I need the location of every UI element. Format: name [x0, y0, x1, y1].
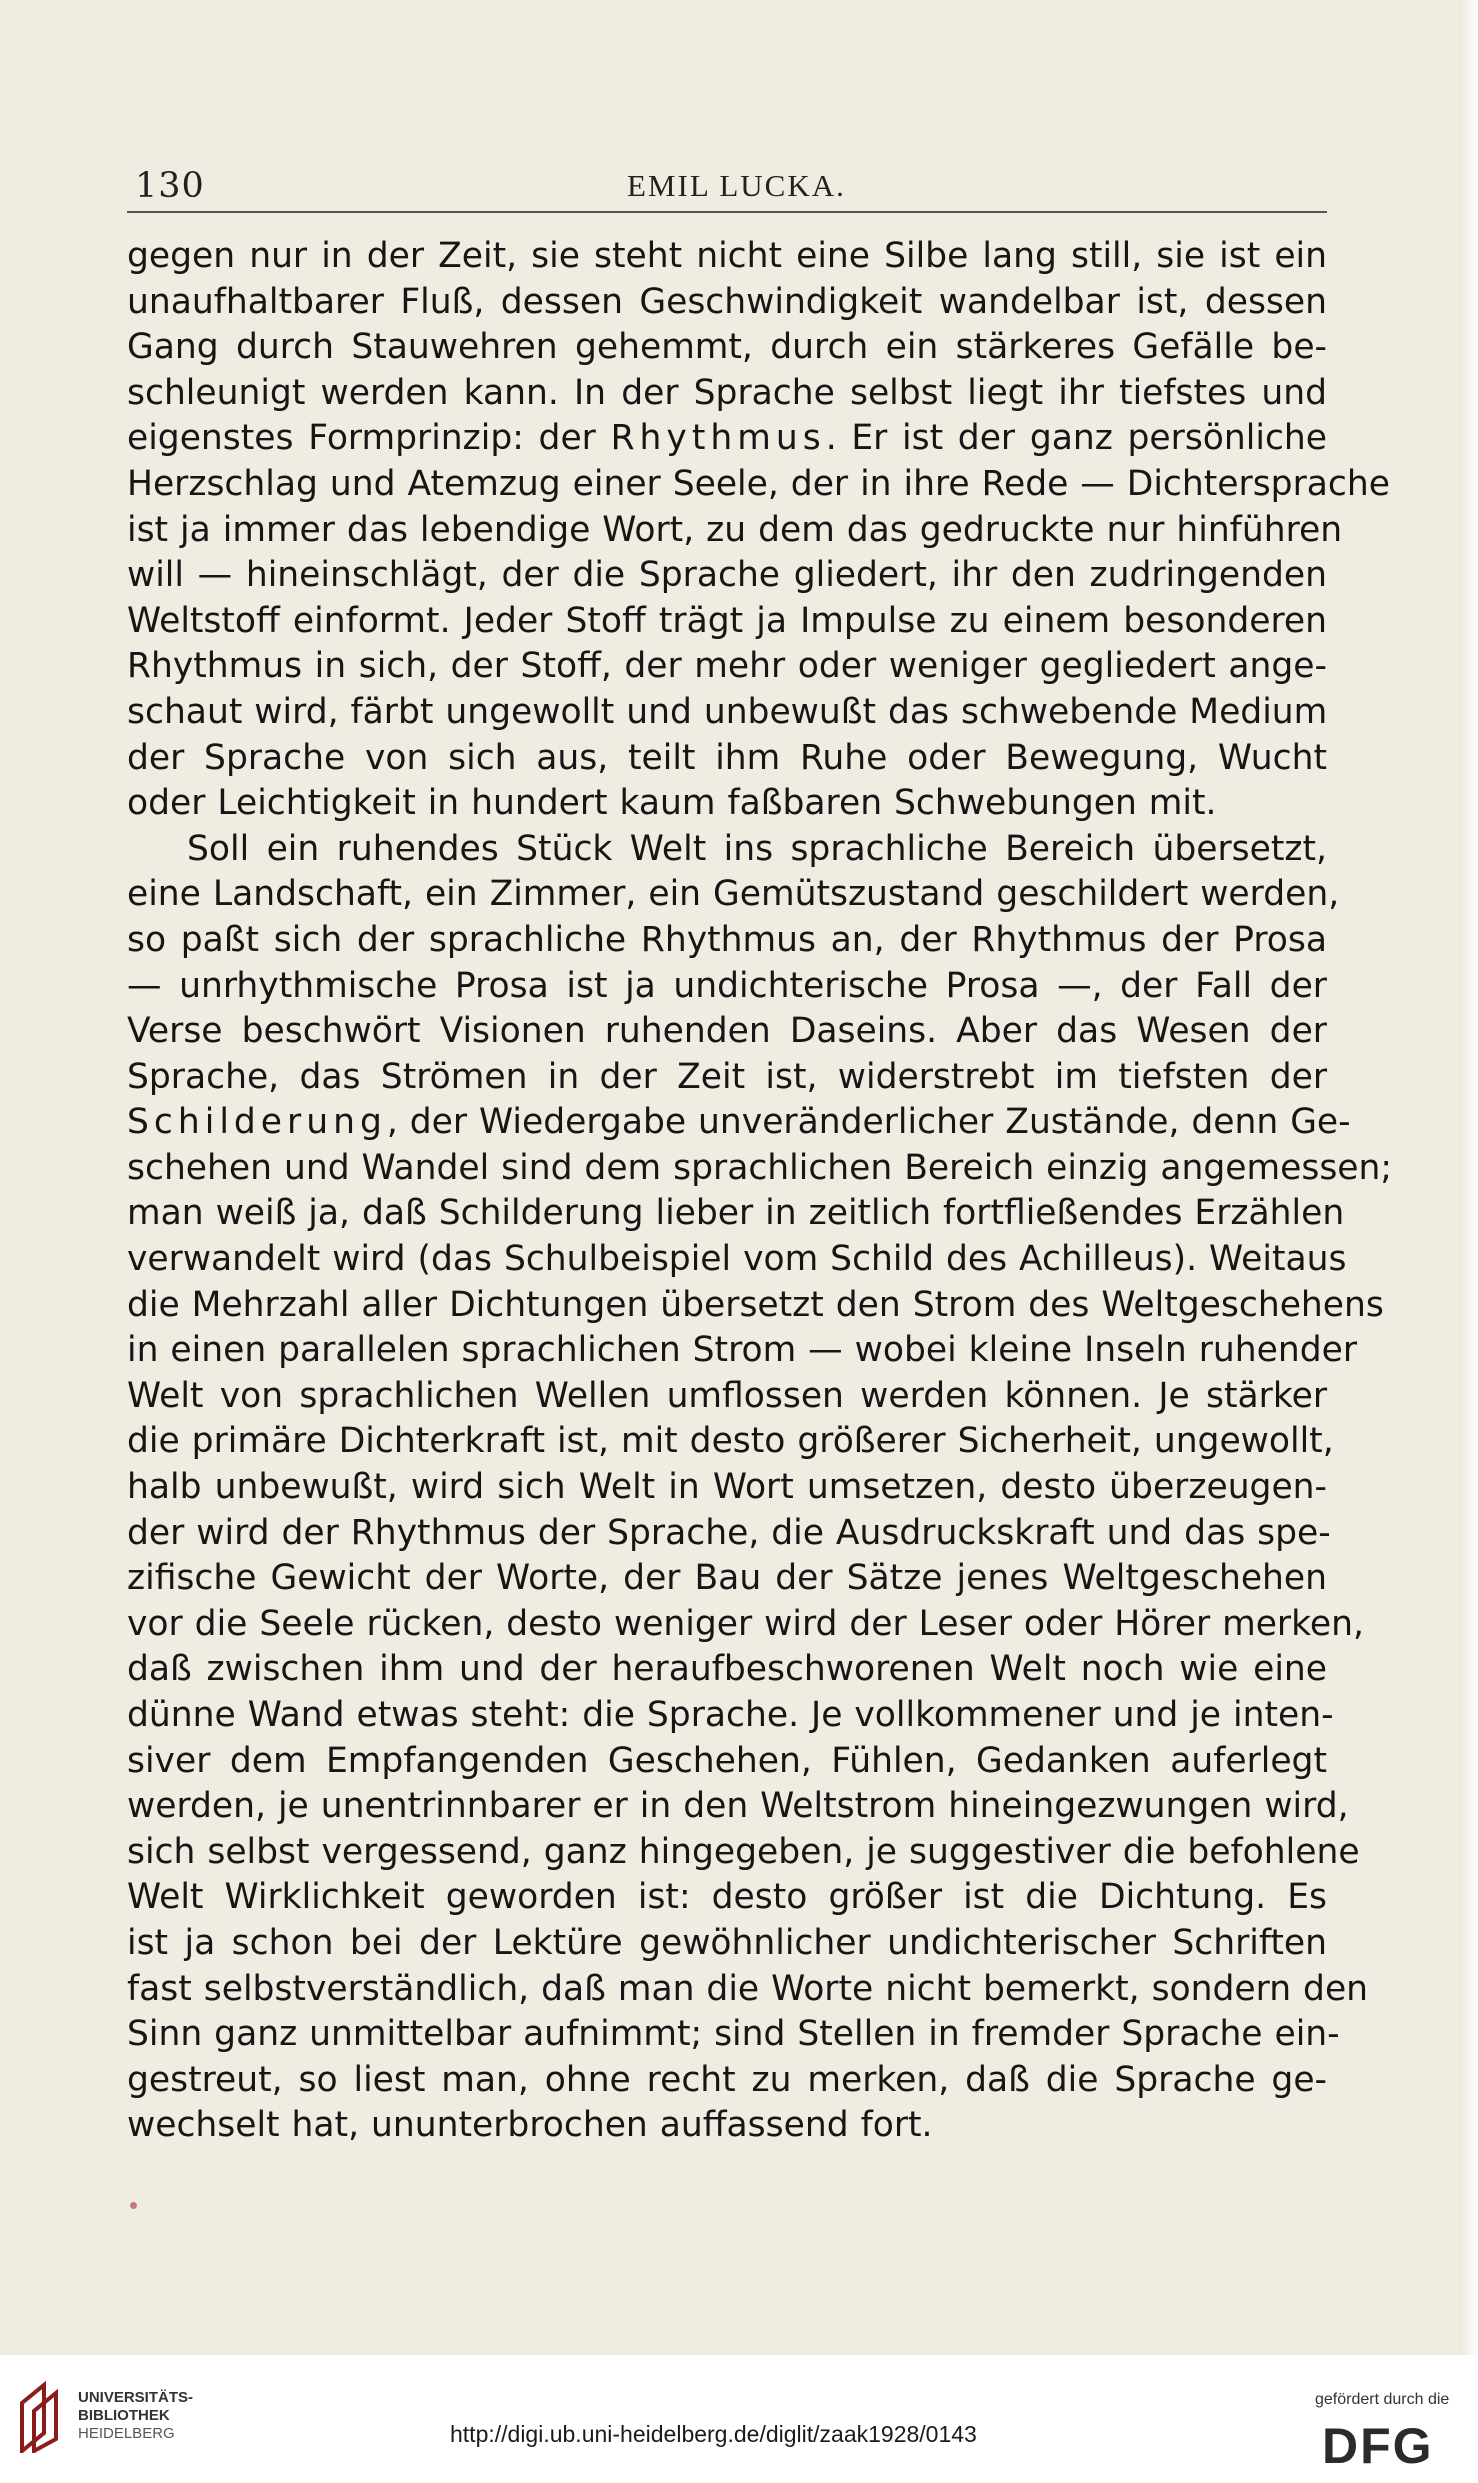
running-head: EMIL LUCKA.	[627, 168, 846, 203]
spaced-emphasis: Rhythmus	[610, 418, 826, 459]
text-line: ist ja immer das lebendige Wort, zu dem das gedruckte nur hinführen	[127, 509, 1343, 550]
text-line: so paßt sich der sprachliche Rhythmus an, der Rhythmus der Prosa	[127, 919, 1327, 960]
dfg-logo[interactable]: DFG	[1322, 2418, 1434, 2474]
text-line: dünne Wand etwas steht: die Sprache. Je vollkommener und je inten-	[127, 1695, 1334, 1735]
text-line: Welt von sprachlichen Wellen umflossen werden können. Je stärker	[127, 1375, 1327, 1416]
text-line: unaufhaltbarer Fluß, dessen Geschwindigkeit wandelbar ist, dessen	[127, 281, 1327, 322]
text-line: Sinn ganz unmittelbar aufnimmt; sind Stellen in fremder Sprache ein-	[127, 2014, 1340, 2055]
text-line: schleunigt werden kann. In der Sprache selbst liegt ihr tiefstes und	[127, 372, 1327, 413]
text-line: siver dem Empfangenden Geschehen, Fühlen, Gedanken auferlegt	[127, 1740, 1327, 1781]
university-library-name[interactable]	[78, 2389, 193, 2443]
text-line: werden, je unentrinnbarer er in den Weltstrom hineingezwungen wird,	[127, 1786, 1349, 1827]
text-line: Weltstoff einformt. Jeder Stoff trägt ja Impulse zu einem besonderen	[127, 600, 1327, 641]
text-line: halb unbewußt, wird sich Welt in Wort umsetzen, desto überzeugen-	[127, 1467, 1327, 1508]
body-text	[127, 234, 1393, 2149]
permalink-url[interactable]: http://digi.ub.uni-heidelberg.de/diglit/zaak1928/0143	[450, 2421, 977, 2447]
text-line: oder Leichtigkeit in hundert kaum faßbaren Schwebungen mit.	[127, 783, 1217, 824]
text-segment: , der Wiedergabe unveränderlicher Zustände, denn Ge-	[386, 1102, 1351, 1143]
library-name-line: UNIVERSITÄTS-	[78, 2389, 194, 2406]
library-name-line: HEIDELBERG	[78, 2425, 175, 2442]
text-line: — unrhythmische Prosa ist ja undichterische Prosa —, der Fall der	[127, 965, 1327, 1006]
text-line: in einen parallelen sprachlichen Strom — wobei kleine Inseln ruhender	[127, 1330, 1358, 1371]
text-line: schehen und Wandel sind dem sprachlichen Bereich einzig angemessen;	[127, 1147, 1393, 1188]
text-segment: eigenstes Formprinzip: der	[127, 418, 596, 459]
text-line: zifische Gewicht der Worte, der Bau der Sätze jenes Weltgeschehen	[127, 1558, 1327, 1599]
text-line: will — hineinschlägt, der die Sprache gliedert, ihr den zudringenden	[127, 555, 1327, 596]
text-line: Herzschlag und Atemzug einer Seele, der in ihre Rede — Dichtersprache	[127, 463, 1390, 504]
text-line: ist ja schon bei der Lektüre gewöhnlicher undichterischer Schriften	[127, 1922, 1327, 1963]
text-line	[127, 1100, 1351, 1146]
text-line: Gang durch Stauwehren gehemmt, durch ein stärkeres Gefälle be-	[127, 327, 1327, 368]
funding-caption: gefördert durch die	[1315, 2391, 1450, 2408]
header-rule	[127, 211, 1327, 213]
text-line: fast selbstverständlich, daß man die Worte nicht bemerkt, sondern den	[127, 1968, 1369, 2009]
text-line: Welt Wirklichkeit geworden ist: desto größer ist die Dichtung. Es	[127, 1877, 1327, 1918]
text-line: gegen nur in der Zeit, sie steht nicht eine Silbe lang still, sie ist ein	[127, 236, 1327, 276]
text-line: Sprache, das Strömen in der Zeit ist, widerstrebt im tiefsten der	[127, 1056, 1327, 1097]
text-line: die Mehrzahl aller Dichtungen übersetzt den Strom des Weltgeschehens	[127, 1284, 1384, 1325]
university-library-logo-icon[interactable]	[14, 2381, 64, 2453]
scan-edge	[1460, 0, 1478, 2483]
text-line: der wird der Rhythmus der Sprache, die Ausdruckskraft und das spe-	[127, 1512, 1331, 1553]
library-name-line: BIBLIOTHEK	[78, 2407, 170, 2424]
text-line: Soll ein ruhendes Stück Welt ins sprachliche Bereich übersetzt,	[187, 828, 1327, 869]
text-line: eine Landschaft, ein Zimmer, ein Gemütszustand geschildert werden,	[127, 874, 1340, 915]
text-line: man weiß ja, daß Schilderung lieber in zeitlich fortfließendes Erzählen	[127, 1193, 1345, 1234]
text-line: wechselt hat, ununterbrochen auffassend fort.	[127, 2105, 933, 2146]
text-line: die primäre Dichterkraft ist, mit desto größerer Sicherheit, ungewollt,	[127, 1421, 1334, 1462]
text-line: schaut wird, färbt ungewollt und unbewußt das schwebende Medium	[127, 691, 1328, 732]
page-number: 130	[135, 166, 205, 206]
text-line: Verse beschwört Visionen ruhenden Daseins. Aber das Wesen der	[127, 1011, 1327, 1052]
viewer-footer	[0, 2355, 1478, 2483]
page-header	[127, 160, 1327, 210]
text-line: gestreut, so liest man, ohne recht zu merken, daß die Sprache ge-	[127, 2059, 1327, 2100]
text-line: Rhythmus in sich, der Stoff, der mehr oder weniger gegliedert ange-	[127, 646, 1327, 687]
text-segment: . Er ist der ganz persönliche	[825, 418, 1328, 459]
ink-speck	[130, 2202, 137, 2209]
spaced-emphasis: Schilderung	[127, 1102, 387, 1143]
text-line: sich selbst vergessend, ganz hingegeben, je suggestiver die befohlene	[127, 1831, 1360, 1872]
text-line	[127, 416, 1327, 462]
text-line: verwandelt wird (das Schulbeispiel vom Schild des Achilleus). Weitaus	[127, 1239, 1347, 1280]
text-line: vor die Seele rücken, desto weniger wird der Leser oder Hörer merken,	[127, 1603, 1364, 1644]
text-line: der Sprache von sich aus, teilt ihm Ruhe oder Bewegung, Wucht	[127, 737, 1327, 778]
text-line: daß zwischen ihm und der heraufbeschworenen Welt noch wie eine	[127, 1649, 1327, 1690]
